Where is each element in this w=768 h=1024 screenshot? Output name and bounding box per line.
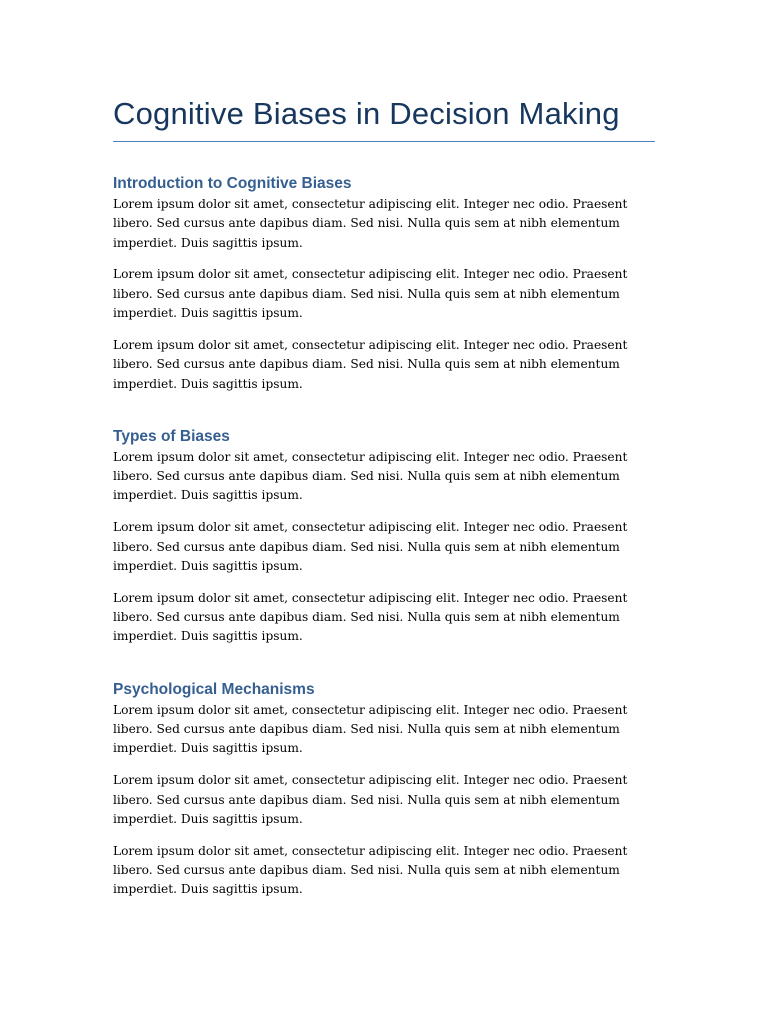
document-page	[113, 94, 655, 900]
body-paragraph: Lorem ipsum dolor sit amet, consectetur adipiscing elit. Integer nec odio. Praesent libero. Sed cursus ante dapibus diam. Sed nisi. Nulla quis sem at nibh elementum imperdiet. Duis sagittis ipsum.	[113, 449, 628, 503]
body-paragraph: Lorem ipsum dolor sit amet, consectetur adipiscing elit. Integer nec odio. Praesent libero. Sed cursus ante dapibus diam. Sed nisi. Nulla quis sem at nibh elementum imperdiet. Duis sagittis ipsum.	[113, 773, 628, 826]
section-heading: Introduction to Cognitive Biases	[113, 175, 352, 192]
body-paragraph: Lorem ipsum dolor sit amet, consectetur adipiscing elit. Integer nec odio. Praesent libero. Sed cursus ante dapibus diam. Sed nisi. Nulla quis sem at nibh elementum imperdiet. Duis sagittis ipsum.	[113, 520, 628, 573]
body-paragraph: Lorem ipsum dolor sit amet, consectetur adipiscing elit. Integer nec odio. Praesent libero. Sed cursus ante dapibus diam. Sed nisi. Nulla quis sem at nibh elementum imperdiet. Duis sagittis ipsum.	[113, 590, 628, 644]
body-paragraph: Lorem ipsum dolor sit amet, consectetur adipiscing elit. Integer nec odio. Praesent libero. Sed cursus ante dapibus diam. Sed nisi. Nulla quis sem at nibh elementum imperdiet. Duis sagittis ipsum.	[113, 843, 628, 897]
body-paragraph: Lorem ipsum dolor sit amet, consectetur adipiscing elit. Integer nec odio. Praesent libero. Sed cursus ante dapibus diam. Sed nisi. Nulla quis sem at nibh elementum imperdiet. Duis sagittis ipsum.	[113, 702, 628, 756]
section-heading: Psychological Mechanisms	[113, 680, 315, 698]
section-heading: Types of Biases	[113, 427, 230, 445]
section-psychological-mechanisms	[113, 680, 655, 900]
section-types-of-biases	[113, 427, 655, 647]
section-introduction	[113, 174, 655, 394]
body-paragraph: Lorem ipsum dolor sit amet, consectetur adipiscing elit. Integer nec odio. Praesent libero. Sed cursus ante dapibus diam. Sed nisi. Nulla quis sem at nibh elementum imperdiet. Duis sagittis ipsum.	[113, 197, 628, 250]
document-title: Cognitive Biases in Decision Making	[113, 94, 655, 142]
body-paragraph: Lorem ipsum dolor sit amet, consectetur adipiscing elit. Integer nec odio. Praesent libero. Sed cursus ante dapibus diam. Sed nisi. Nulla quis sem at nibh elementum imperdiet. Duis sagittis ipsum.	[113, 267, 628, 321]
body-paragraph: Lorem ipsum dolor sit amet, consectetur adipiscing elit. Integer nec odio. Praesent libero. Sed cursus ante dapibus diam. Sed nisi. Nulla quis sem at nibh elementum imperdiet. Duis sagittis ipsum.	[113, 337, 628, 391]
